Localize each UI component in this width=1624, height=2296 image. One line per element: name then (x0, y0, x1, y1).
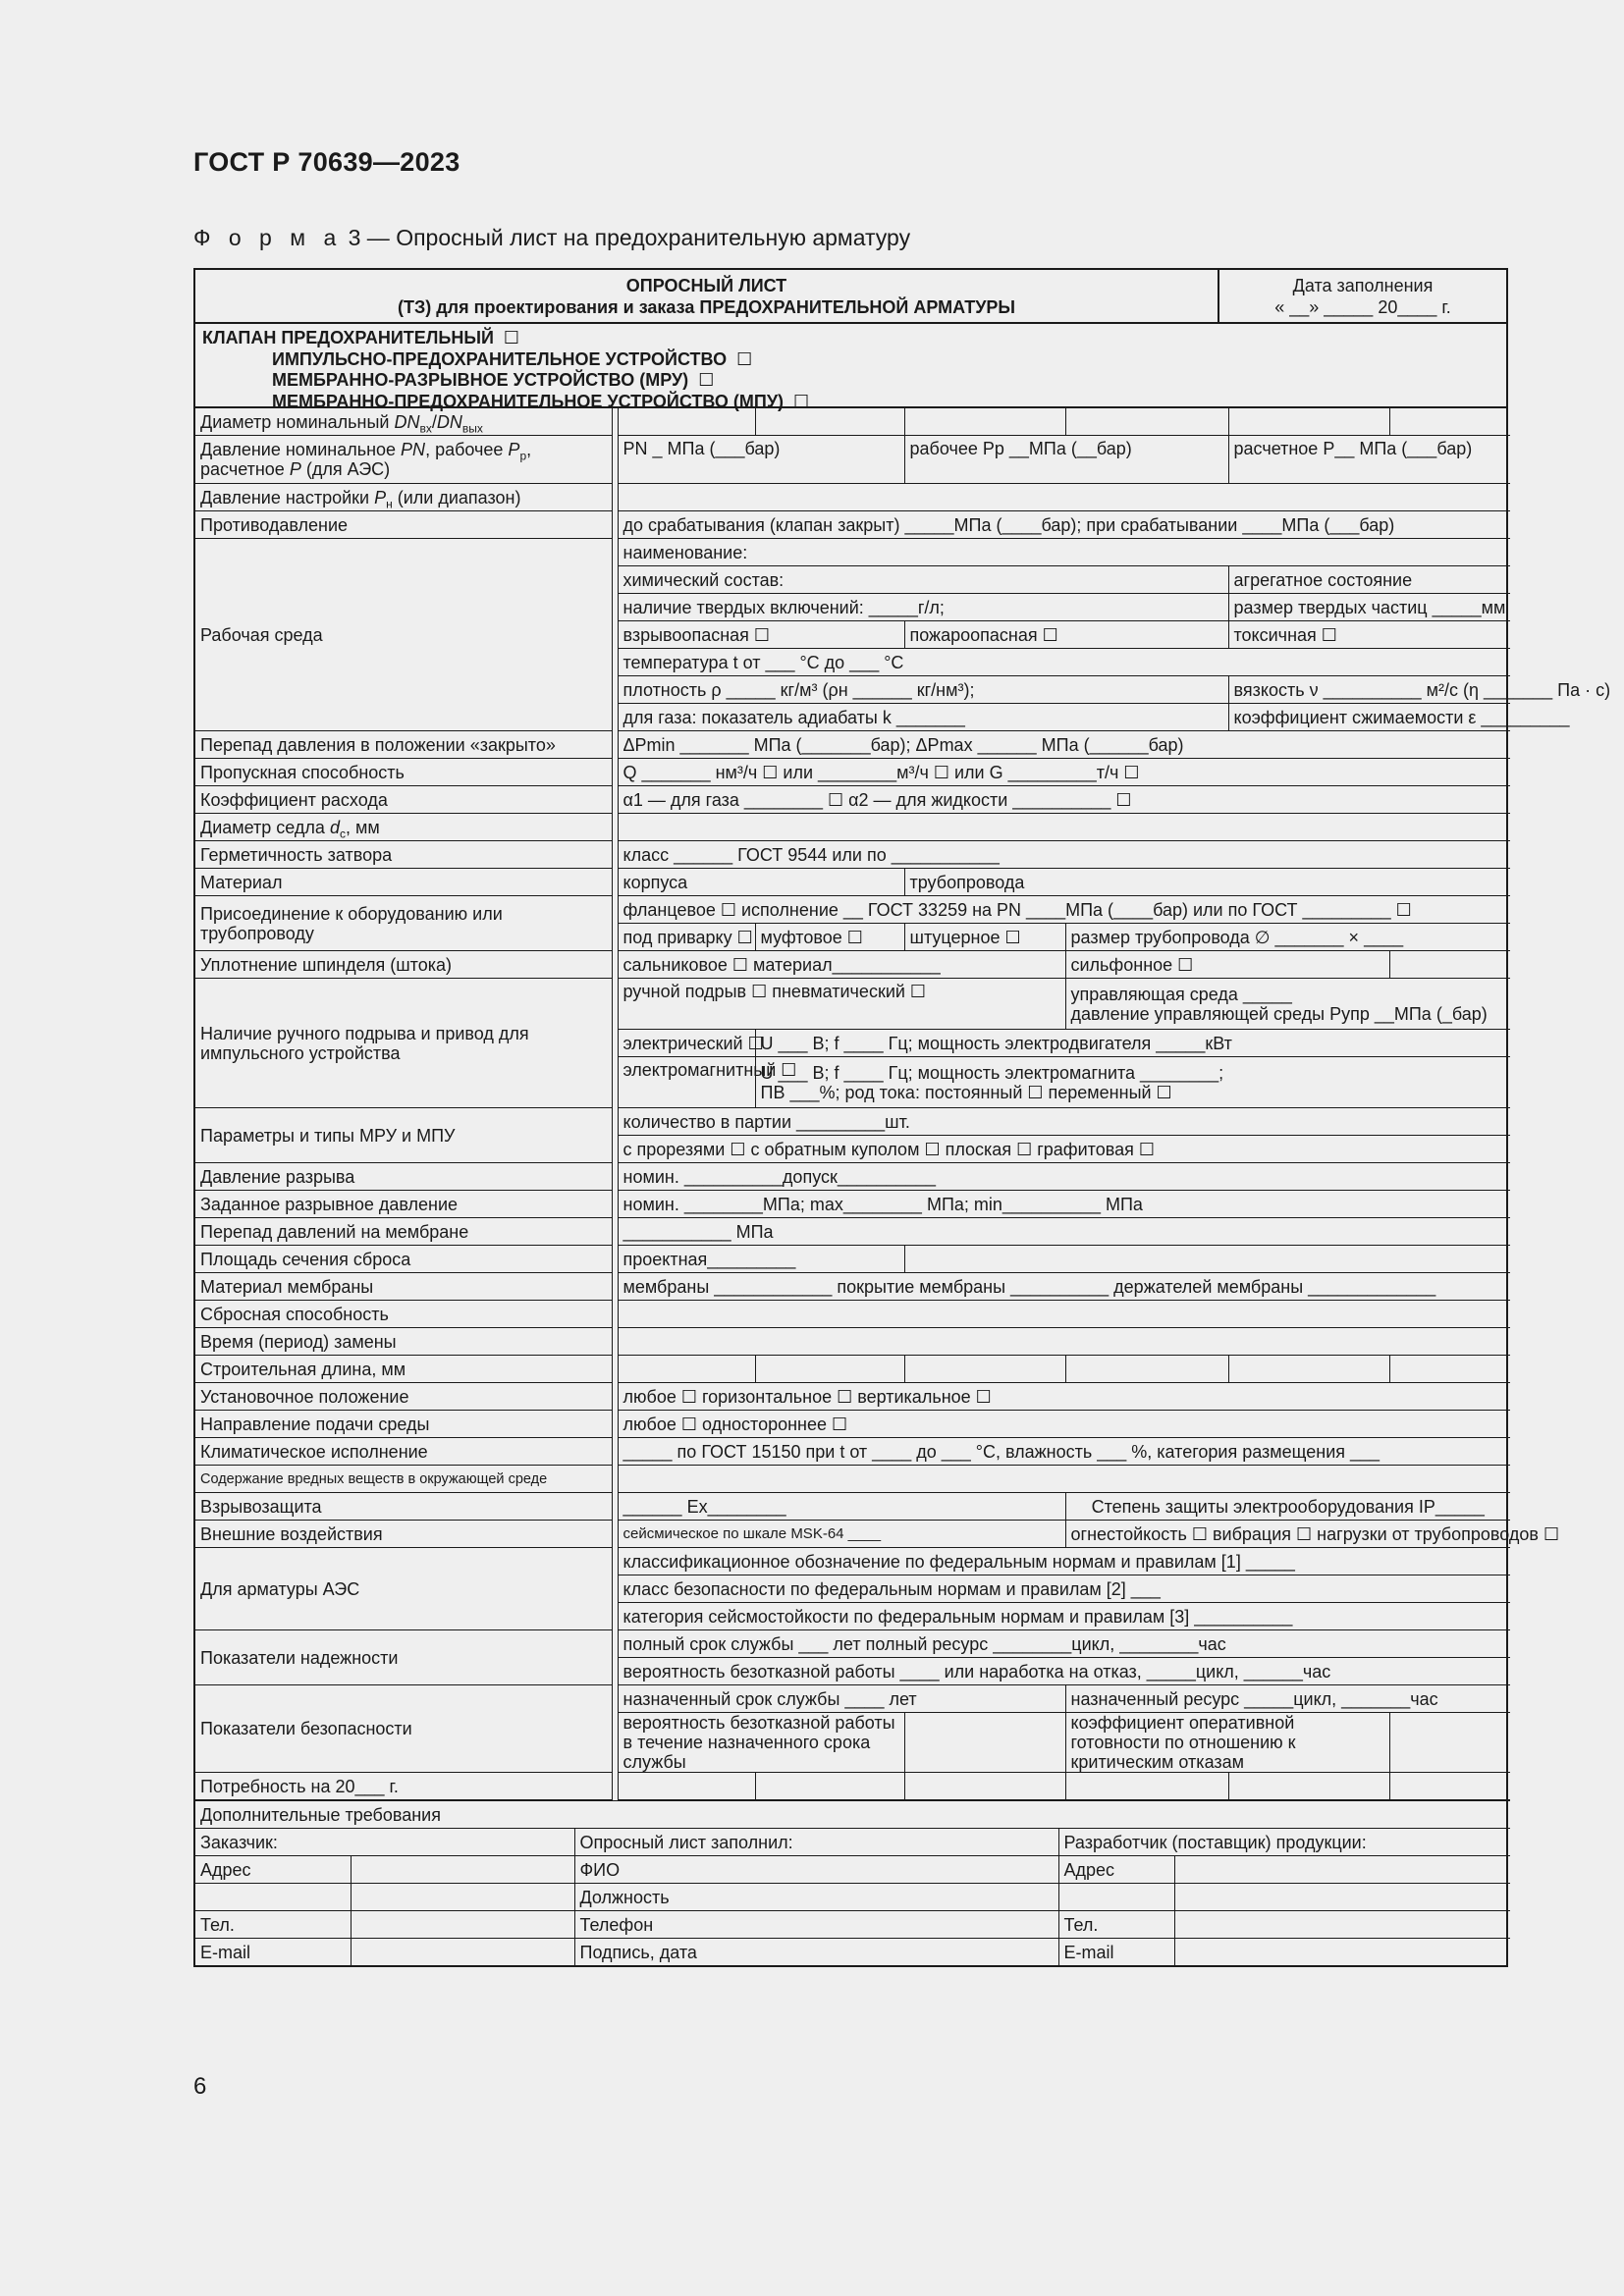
medium-compressibility[interactable]: коэффициент сжимаемости ε _________ (1228, 704, 1510, 731)
reliability-service-life[interactable]: полный срок службы ___ лет полный ресурс ________цикл, ________час (618, 1630, 1510, 1658)
customer-empty-label (195, 1884, 351, 1911)
drive-label: Наличие ручного подрыва и привод для импульсного устройства (195, 979, 612, 1108)
customer-email-value[interactable] (351, 1939, 574, 1966)
developer-empty-label (1058, 1884, 1174, 1911)
additional-requirements[interactable]: Дополнительные требования (195, 1801, 1510, 1829)
burst-value[interactable]: номин. __________допуск__________ (618, 1163, 1510, 1191)
material-body[interactable]: корпуса (618, 869, 904, 896)
questionnaire-form (193, 268, 1611, 1967)
type-label: КЛАПАН ПРЕДОХРАНИТЕЛЬНЫЙ (202, 328, 494, 347)
checkbox-icon[interactable]: ☐ (736, 348, 753, 369)
dn-label: Диаметр номинальный $DN_{вх}/DN_{вых}$ (195, 408, 612, 436)
developer-email-label: E-mail (1058, 1939, 1174, 1966)
demand-label: Потребность на 20___ г. (195, 1773, 612, 1800)
checkbox-icon[interactable]: ☐ (793, 391, 810, 411)
climate-value[interactable]: _____ по ГОСТ 15150 при t от ____ до ___ °С, влажность ___ %, категория размещения ___ (618, 1438, 1510, 1466)
dn-cell[interactable] (1389, 408, 1510, 436)
customer-tel-value[interactable] (351, 1911, 574, 1939)
safety-service-life[interactable]: назначенный срок службы ____ лет (618, 1685, 1065, 1713)
valve-type-section (195, 324, 1506, 411)
type-label: ИМПУЛЬСНО-ПРЕДОХРАНИТЕЛЬНОЕ УСТРОЙСТВО (272, 348, 728, 369)
length-cell[interactable] (755, 1356, 904, 1383)
customer-email-label: E-mail (195, 1939, 351, 1966)
customer-address-label: Адрес (195, 1856, 351, 1884)
developer-tel-label: Тел. (1058, 1911, 1174, 1939)
medium-name[interactable]: наименование: (618, 539, 1510, 566)
filled-by-label: Опросный лист заполнил: (574, 1829, 1058, 1856)
position-field[interactable]: Должность (574, 1884, 1058, 1911)
demand-cell[interactable] (618, 1773, 755, 1800)
pn-value[interactable]: PN _ МПа (___бар) (618, 436, 904, 484)
medium-adiabatic[interactable]: для газа: показатель адиабаты k _______ (618, 704, 1228, 731)
coef-value[interactable]: α1 — для газа ________ ☐ α2 — для жидкости __________ ☐ (618, 786, 1510, 814)
customer-empty-value[interactable] (351, 1884, 574, 1911)
coef-label: Коэффициент расхода (195, 786, 612, 814)
seat-value[interactable] (618, 814, 1510, 841)
fill-date[interactable] (1219, 270, 1506, 322)
ip-protection-value[interactable]: Степень защиты электрооборудования IP_____ (1065, 1493, 1510, 1521)
header-title-line2: (ТЗ) для проектирования и заказа ПРЕДОХРАНИТЕЛЬНОЙ АРМАТУРЫ (397, 297, 1016, 317)
set-burst-value[interactable]: номин. ________МПа; max________ МПа; min__________ МПа (618, 1191, 1510, 1218)
seal-packing[interactable]: сальниковое ☐ материал___________ (618, 951, 1065, 979)
external-effects-value[interactable]: огнестойкость ☐ вибрация ☐ нагрузки от трубопроводов ☐ (1065, 1521, 1510, 1548)
control-medium-text: управляющая среда _____ (1070, 984, 1292, 1004)
em-params-line2: ПВ ___%; род тока: постоянный ☐ переменный ☐ (760, 1082, 1172, 1102)
mru-types[interactable]: с прорезями ☐ с обратным куполом ☐ плоская ☐ графитовая ☐ (618, 1136, 1510, 1163)
drive-electric[interactable]: электрический ☐ (618, 1030, 755, 1057)
connection-label: Присоединение к оборудованию или трубопроводу (195, 896, 612, 951)
medium-temperature[interactable]: температура t от ___ °С до ___ °С (618, 649, 1510, 676)
replacement-value[interactable] (618, 1328, 1510, 1356)
document-title: ГОСТ Р 70639—2023 (193, 147, 460, 177)
safety-label: Показатели безопасности (195, 1685, 612, 1773)
membrane-dp-value[interactable]: ___________ МПа (618, 1218, 1510, 1246)
fio-field[interactable]: ФИО (574, 1856, 1058, 1884)
form-header-title (195, 270, 1219, 322)
replacement-label: Время (период) замены (195, 1328, 612, 1356)
developer-empty-value[interactable] (1174, 1884, 1510, 1911)
connection-flange[interactable]: фланцевое ☐ исполнение __ ГОСТ 33259 на PN ____МПа (____бар) или по ГОСТ _________ ☐ (618, 896, 1510, 924)
discharge-area-empty[interactable] (904, 1246, 1510, 1273)
connection-fitting[interactable]: штуцерное ☐ (904, 924, 1065, 951)
connection-pipe-size[interactable]: размер трубопровода ∅ _______ × ____ (1065, 924, 1510, 951)
tightness-label: Герметичность затвора (195, 841, 612, 869)
customer-label: Заказчик: (195, 1829, 574, 1856)
dn-cell[interactable] (1228, 408, 1389, 436)
flow-value[interactable]: Q _______ нм³/ч ☐ или ________м³/ч ☐ или G _________т/ч ☐ (618, 759, 1510, 786)
drive-control-medium[interactable] (1065, 979, 1510, 1030)
safety-probability: вероятность безотказной работы в течение назначенного срока службы (618, 1713, 904, 1773)
dn-cell[interactable] (618, 408, 755, 436)
safety-availability-value[interactable] (1389, 1713, 1510, 1773)
drive-electric-params[interactable]: U ___ В; f ____ Гц; мощность электродвигателя _____кВт (755, 1030, 1510, 1057)
dn-cell[interactable] (1065, 408, 1228, 436)
direction-value[interactable]: любое ☐ одностороннее ☐ (618, 1411, 1510, 1438)
dn-cell[interactable] (755, 408, 904, 436)
back-pressure-label: Противодавление (195, 511, 612, 539)
demand-cell[interactable] (755, 1773, 904, 1800)
external-label: Внешние воздействия (195, 1521, 612, 1548)
form-header (195, 270, 1506, 324)
demand-cell[interactable] (1065, 1773, 1228, 1800)
connection-weld[interactable]: под приварку ☐ (618, 924, 755, 951)
membrane-material-value[interactable]: мембраны ____________ покрытие мембраны __________ держателей мембраны _____________ (618, 1273, 1510, 1301)
length-cell[interactable] (904, 1356, 1065, 1383)
customer-tel-label: Тел. (195, 1911, 351, 1939)
npp-safety-class[interactable]: класс безопасности по федеральным нормам и правилам [2] ___ (618, 1575, 1510, 1603)
dp-label: Перепад давления в положении «закрыто» (195, 731, 612, 759)
position-label: Установочное положение (195, 1383, 612, 1411)
pn-label: Давление номинальное PN, рабочее $P_р$, расчетное P (для АЭС) (195, 436, 612, 484)
developer-email-value[interactable] (1174, 1939, 1510, 1966)
medium-viscosity[interactable]: вязкость ν __________ м²/с (η _______ Па · с) (1228, 676, 1510, 704)
set-pressure-label: Давление настройки $P_н$ (или диапазон) (195, 484, 612, 511)
mru-label: Параметры и типы МРУ и МПУ (195, 1108, 612, 1163)
developer-label: Разработчик (поставщик) продукции: (1058, 1829, 1510, 1856)
discharge-capacity-label: Сбросная способность (195, 1301, 612, 1328)
type-burst-device[interactable] (202, 370, 1499, 392)
npp-classification[interactable]: классификационное обозначение по федеральным нормам и правилам [1] _____ (618, 1548, 1510, 1575)
signature-field[interactable]: Подпись, дата (574, 1939, 1058, 1966)
seat-label: Диаметр седла $d_с$, мм (195, 814, 612, 841)
type-safety-valve[interactable] (202, 328, 1499, 349)
type-label: МЕМБРАННО-РАЗРЫВНОЕ УСТРОЙСТВО (МРУ) (272, 370, 689, 390)
npp-seismic-category[interactable]: категория сейсмостойкости по федеральным нормам и правилам [3] __________ (618, 1603, 1510, 1630)
page-number: 6 (193, 2073, 207, 2100)
type-label: МЕМБРАННО-ПРЕДОХРАНИТЕЛЬНОЕ УСТРОЙСТВО (МПУ) (272, 391, 785, 411)
demand-cell[interactable] (1228, 1773, 1389, 1800)
medium-label: Рабочая среда (195, 539, 612, 731)
harmful-value[interactable] (618, 1466, 1510, 1493)
mru-quantity[interactable]: количество в партии _________шт. (618, 1108, 1510, 1136)
medium-density[interactable]: плотность ρ _____ кг/м³ (ρн ______ кг/нм³); (618, 676, 1228, 704)
seismic-value[interactable]: сейсмическое по шкале MSK-64 ____ (618, 1521, 1065, 1548)
length-cell[interactable] (1065, 1356, 1228, 1383)
customer-address-value[interactable] (351, 1856, 574, 1884)
medium-state[interactable]: агрегатное состояние (1228, 566, 1510, 594)
working-pressure-value[interactable]: рабочее Pр __МПа (__бар) (904, 436, 1228, 484)
tightness-value[interactable]: класс ______ ГОСТ 9544 или по ___________ (618, 841, 1510, 869)
discharge-area-label: Площадь сечения сброса (195, 1246, 612, 1273)
harmful-label: Содержание вредных веществ в окружающей среде (195, 1466, 612, 1493)
set-burst-label: Заданное разрывное давление (195, 1191, 612, 1218)
reliability-label: Показатели надежности (195, 1630, 612, 1685)
medium-flammable[interactable]: пожароопасная ☐ (904, 621, 1228, 649)
em-params-line1: U ___ В; f ____ Гц; мощность электромагнита ________; (760, 1062, 1224, 1083)
discharge-area-value[interactable]: проектная_________ (618, 1246, 904, 1273)
medium-particle-size[interactable]: размер твердых частиц _____мм (1228, 594, 1510, 621)
length-cell[interactable] (618, 1356, 755, 1383)
connection-coupling[interactable]: муфтовое ☐ (755, 924, 904, 951)
demand-cell[interactable] (1389, 1773, 1510, 1800)
length-label: Строительная длина, мм (195, 1356, 612, 1383)
medium-chemistry[interactable]: химический состав: (618, 566, 1228, 594)
climate-label: Климатическое исполнение (195, 1438, 612, 1466)
explosion-label: Взрывозащита (195, 1493, 612, 1521)
discharge-capacity-value[interactable] (618, 1301, 1510, 1328)
set-pressure-value[interactable] (618, 484, 1510, 511)
length-cell[interactable] (1389, 1356, 1510, 1383)
back-pressure-value[interactable]: до срабатывания (клапан закрыт) _____МПа (____бар); при срабатывании ____МПа (___бар) (618, 511, 1510, 539)
row-pn (195, 436, 1510, 484)
type-pulse-device[interactable] (202, 349, 1499, 371)
developer-address-value[interactable] (1174, 1856, 1510, 1884)
membrane-material-label: Материал мембраны (195, 1273, 612, 1301)
npp-label: Для арматуры АЭС (195, 1548, 612, 1630)
row-dn (195, 408, 1510, 436)
dp-value[interactable]: ΔPmin _______ МПа (_______бар); ΔPmax ______ МПа (______бар) (618, 731, 1510, 759)
safety-probability-value[interactable] (904, 1713, 1065, 1773)
form-title-text: 3 — Опросный лист на предохранительную арматуру (348, 225, 911, 250)
medium-solids[interactable]: наличие твердых включений: _____г/л; (618, 594, 1228, 621)
seal-label: Уплотнение шпинделя (штока) (195, 951, 612, 979)
seal-bellows[interactable]: сильфонное ☐ (1065, 951, 1389, 979)
parameters-table (195, 408, 1611, 1800)
drive-manual[interactable]: ручной подрыв ☐ пневматический ☐ (618, 979, 1065, 1030)
position-value[interactable]: любое ☐ горизонтальное ☐ вертикальное ☐ (618, 1383, 1510, 1411)
form-title-prefix: Ф о р м а (193, 225, 343, 250)
medium-explosive[interactable]: взрывоопасная ☐ (618, 621, 904, 649)
control-pressure-text: давление управляющей среды Pупр __МПа (_бар) (1070, 1003, 1488, 1024)
drive-electromagnetic-params[interactable] (755, 1057, 1510, 1108)
design-pressure-value[interactable]: расчетное P__ МПа (___бар) (1228, 436, 1510, 484)
flow-label: Пропускная способность (195, 759, 612, 786)
material-pipe[interactable]: трубопровода (904, 869, 1510, 896)
fill-date-value[interactable]: « __» _____ 20____ г. (1274, 297, 1451, 317)
reliability-probability[interactable]: вероятность безотказной работы ____ или наработка на отказ, _____цикл, ______час (618, 1658, 1510, 1685)
material-label: Материал (195, 869, 612, 896)
direction-label: Направление подачи среды (195, 1411, 612, 1438)
dn-cell[interactable] (904, 408, 1065, 436)
header-title-line1: ОПРОСНЫЙ ЛИСТ (625, 276, 787, 295)
explosion-value[interactable]: ______ Ex________ (618, 1493, 1065, 1521)
burst-label: Давление разрыва (195, 1163, 612, 1191)
phone-field[interactable]: Телефон (574, 1911, 1058, 1939)
length-cell[interactable] (1228, 1356, 1389, 1383)
safety-resource[interactable]: назначенный ресурс _____цикл, _______час (1065, 1685, 1510, 1713)
checkbox-icon[interactable]: ☐ (503, 328, 520, 347)
drive-electromagnetic[interactable]: электромагнитный ☐ (618, 1057, 755, 1108)
footer-table (195, 1800, 1510, 1965)
membrane-dp-label: Перепад давлений на мембране (195, 1218, 612, 1246)
checkbox-icon[interactable]: ☐ (698, 370, 715, 390)
demand-cell[interactable] (904, 1773, 1065, 1800)
form-title (193, 225, 910, 251)
fill-date-label: Дата заполнения (1292, 276, 1434, 295)
seal-empty[interactable] (1389, 951, 1510, 979)
developer-tel-value[interactable] (1174, 1911, 1510, 1939)
developer-address-label: Адрес (1058, 1856, 1174, 1884)
medium-toxic[interactable]: токсичная ☐ (1228, 621, 1510, 649)
safety-availability: коэффициент оперативной готовности по отношению к критическим отказам (1065, 1713, 1389, 1773)
